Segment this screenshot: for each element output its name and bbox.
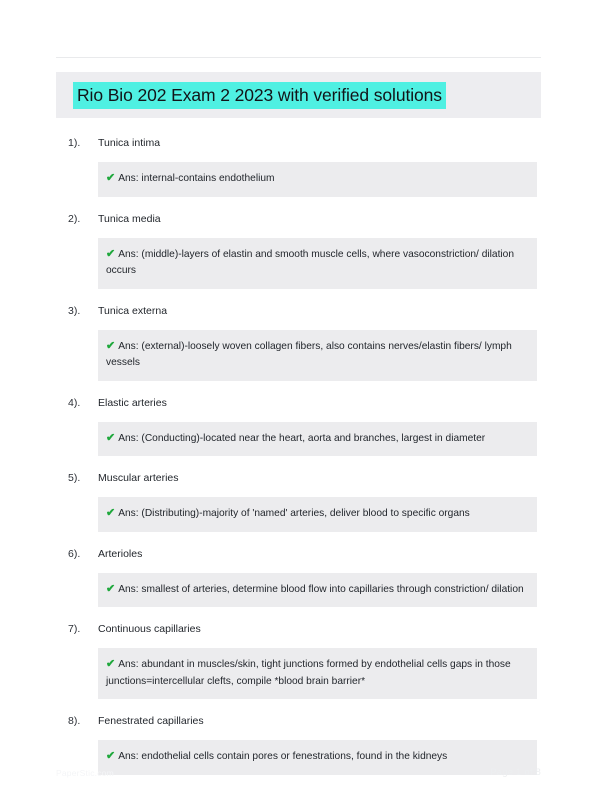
answer-text: Ans: smallest of arteries, determine blood flow into capillaries through constriction/ dilation xyxy=(118,583,524,595)
question-number: 5). xyxy=(68,472,81,484)
list-item xyxy=(0,302,606,394)
answer-box xyxy=(98,238,537,289)
question-row xyxy=(0,302,606,320)
question-number: 2). xyxy=(68,212,81,225)
check-icon: ✔ xyxy=(106,582,116,595)
page-title: Rio Bio 202 Exam 2 2023 with verified solutions xyxy=(73,82,446,109)
question-text: Muscular arteries xyxy=(98,472,179,484)
question-row xyxy=(0,210,606,228)
question-text: Continuous capillaries xyxy=(98,623,201,635)
question-number: 8). xyxy=(68,715,81,727)
question-text: Tunica media xyxy=(98,212,161,225)
check-icon: ✔ xyxy=(106,339,116,352)
list-item xyxy=(0,545,606,621)
answer-text: Ans: (Conducting)-located near the heart, aorta and branches, largest in diameter xyxy=(118,432,486,444)
answer-box xyxy=(98,162,537,197)
answer-text: Ans: (middle)-layers of elastin and smooth muscle cells, where vasoconstriction/ dilation occurs xyxy=(106,248,515,276)
answer-box xyxy=(98,648,537,699)
question-row xyxy=(0,545,606,563)
check-icon: ✔ xyxy=(106,658,116,670)
list-item xyxy=(0,134,606,210)
watermark-brand: PaperStic.com xyxy=(56,768,114,778)
question-row xyxy=(0,394,606,412)
question-number: 4). xyxy=(68,396,81,409)
answer-text: Ans: internal-contains endothelium xyxy=(118,173,275,184)
document-title-band xyxy=(56,72,541,118)
list-item xyxy=(0,394,606,470)
answer-box xyxy=(98,573,537,608)
list-item xyxy=(0,210,606,302)
question-row xyxy=(0,712,606,730)
question-text: Arterioles xyxy=(98,547,143,560)
question-number: 3). xyxy=(68,304,81,317)
answer-text: Ans: endothelial cells contain pores or fenestrations, found in the kidneys xyxy=(118,751,448,762)
answer-text: Ans: abundant in muscles/skin, tight junctions formed by endothelial cells gaps in those junctions=intercellular clefts, compile *blood brain barrier* xyxy=(106,659,511,687)
header-divider xyxy=(56,57,541,58)
page-number: Page 1 of 8 xyxy=(490,767,541,778)
question-row xyxy=(0,469,606,487)
question-text: Elastic arteries xyxy=(98,396,167,409)
question-text: Tunica externa xyxy=(98,304,168,317)
question-number: 6). xyxy=(68,547,81,560)
answer-text: Ans: (Distributing)-majority of 'named' arteries, deliver blood to specific organs xyxy=(118,508,470,519)
question-row xyxy=(0,620,606,638)
answer-box xyxy=(98,330,537,381)
check-icon: ✔ xyxy=(106,750,116,762)
list-item xyxy=(0,469,606,545)
question-text: Tunica intima xyxy=(98,137,161,149)
question-number: 1). xyxy=(68,137,81,149)
question-row xyxy=(0,134,606,152)
list-item xyxy=(0,620,606,712)
check-icon: ✔ xyxy=(106,172,116,184)
page-footer xyxy=(0,756,606,800)
question-number: 7). xyxy=(68,623,81,635)
answer-text: Ans: (external)-loosely woven collagen fibers, also contains nerves/elastin fibers/ lymph vessels xyxy=(106,340,512,368)
answer-box xyxy=(98,422,537,457)
check-icon: ✔ xyxy=(106,431,116,444)
check-icon: ✔ xyxy=(106,247,116,260)
question-list xyxy=(0,134,606,788)
check-icon: ✔ xyxy=(106,507,116,519)
question-text: Fenestrated capillaries xyxy=(98,715,204,727)
answer-box xyxy=(98,497,537,532)
